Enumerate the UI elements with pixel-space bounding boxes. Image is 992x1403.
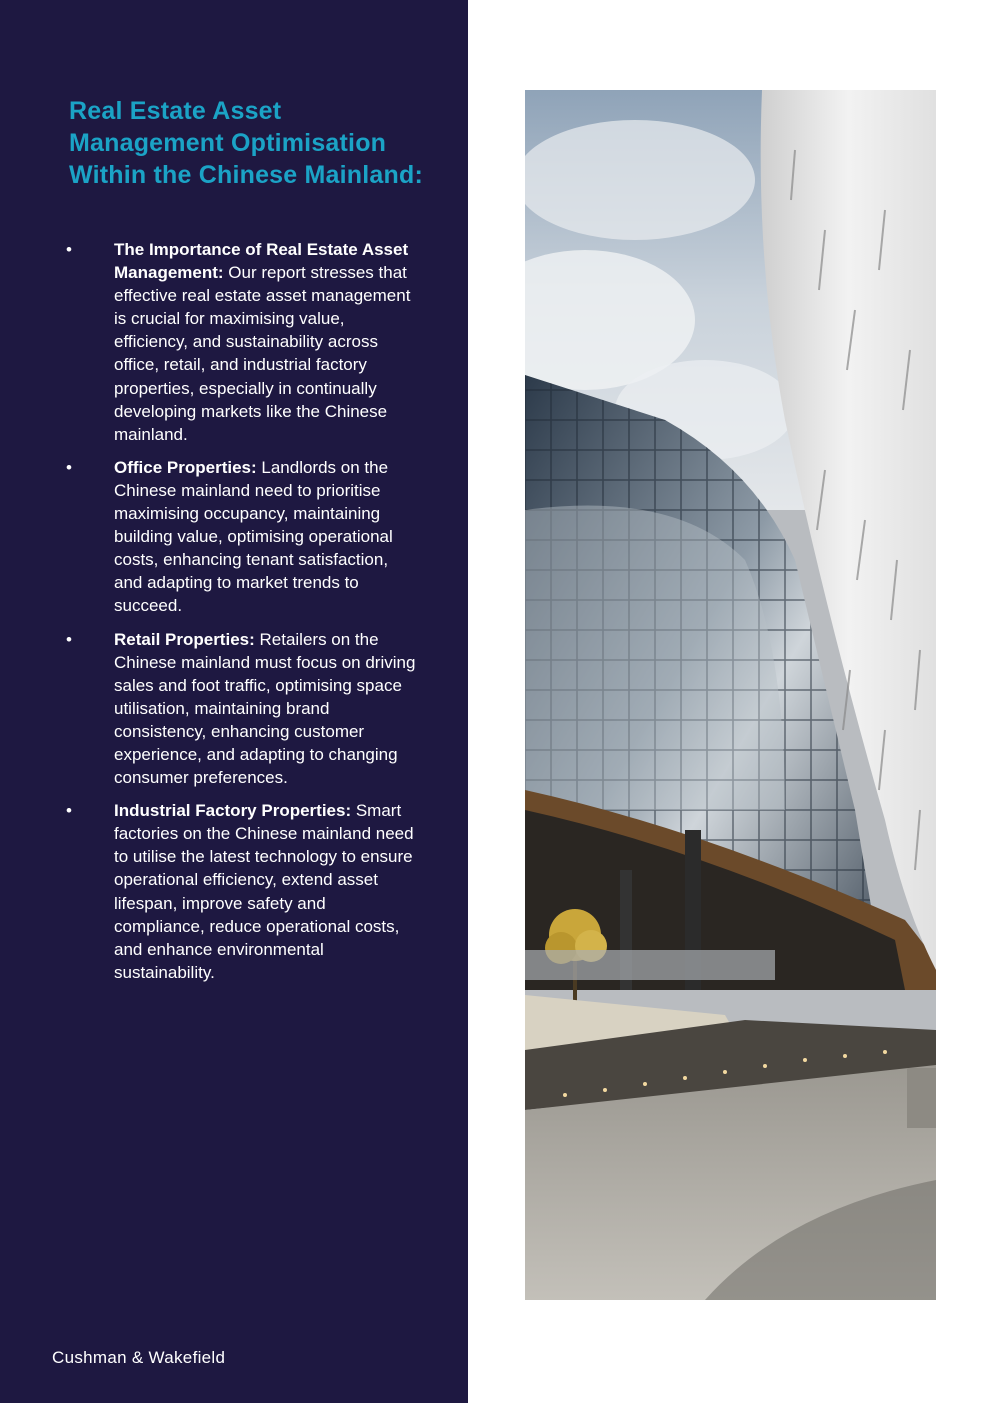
bullet-dot-icon: • xyxy=(66,457,72,477)
bullet-item-office xyxy=(0,456,418,618)
bullet-dot-icon: • xyxy=(66,629,72,649)
bullet-item-retail xyxy=(0,628,418,790)
bullet-title: Retail Properties: xyxy=(114,629,255,649)
bullet-dot-icon: • xyxy=(66,801,72,821)
bullet-title: Industrial Factory Properties: xyxy=(114,801,352,821)
bullet-text: Smart factories on the Chinese mainland need to utilise the latest technology to ensure operational efficiency, extend asset lifespan, improve safety and compliance, reduce operational costs, and enhance environmental sustainability. xyxy=(114,801,414,982)
bullet-dot-icon: • xyxy=(66,240,72,259)
bullet-title: The Importance of Real Estate Asset Management: xyxy=(114,240,409,283)
bullet-text: Our report stresses that effective real estate asset management is crucial for maximising value, efficiency, and sustainability across office, retail, and industrial factory properties, especially in continually developing markets like the Chinese mainland. xyxy=(114,263,411,444)
brand-footer: Cushman & Wakefield xyxy=(52,1348,226,1367)
section-heading: Real Estate Asset Management Optimisation Within the Chinese Mainland: xyxy=(69,97,423,189)
bullet-title: Office Properties: xyxy=(114,457,257,477)
building-photo xyxy=(525,90,936,1300)
bullet-text: Retailers on the Chinese mainland must focus on driving sales and foot traffic, optimising space utilisation, maintaining brand consistency, enhancing customer experience, and adapting to changing consumer preferences. xyxy=(114,629,416,788)
left-panel xyxy=(0,0,468,1403)
bullet-item-industrial xyxy=(0,799,418,984)
bullet-item-importance xyxy=(0,238,418,446)
bullet-list xyxy=(0,238,468,994)
bullet-text: Landlords on the Chinese mainland need to prioritise maximising occupancy, maintaining building value, optimising operational costs, enhancing tenant satisfaction, and adapting to market trends to succeed. xyxy=(114,457,393,616)
